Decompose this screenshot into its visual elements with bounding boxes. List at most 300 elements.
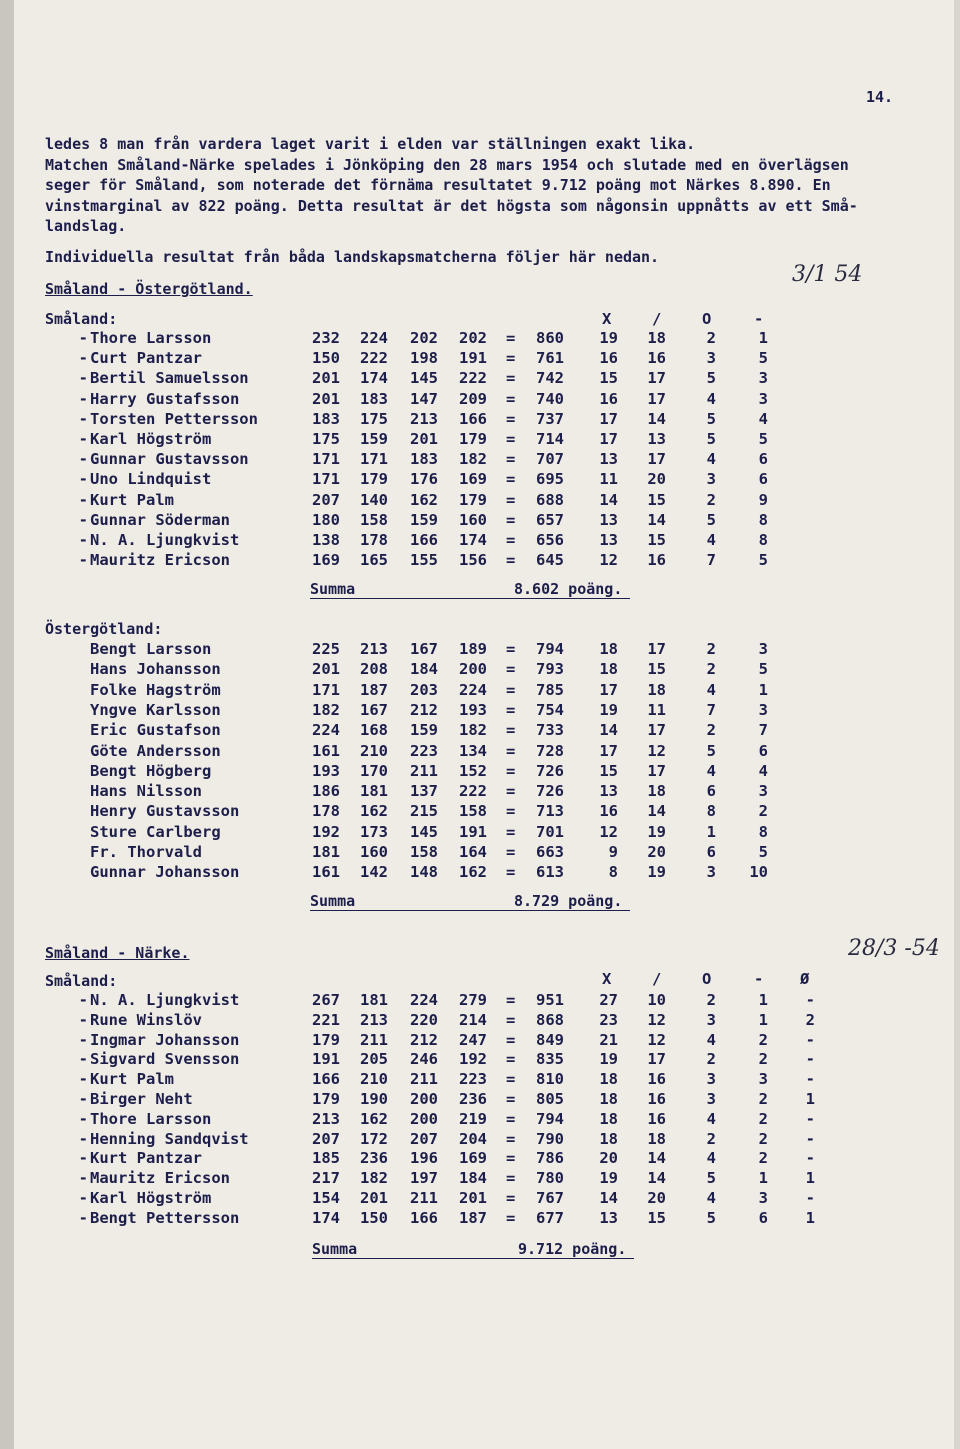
row-dash: - bbox=[78, 1169, 88, 1188]
match1-title: Småland - Östergötland. bbox=[45, 280, 253, 298]
spares-count: 20 bbox=[647, 843, 666, 861]
table-row bbox=[0, 802, 960, 822]
series-score: 170 bbox=[360, 761, 388, 780]
o-count: 6 bbox=[706, 782, 716, 801]
phi-count: - bbox=[805, 1030, 815, 1049]
series-score: 279 bbox=[459, 991, 487, 1009]
minus-count: 6 bbox=[758, 450, 768, 469]
match1-team1-label: Småland: bbox=[45, 310, 118, 328]
row-dash: - bbox=[78, 369, 88, 388]
equals-sign: = bbox=[506, 822, 516, 841]
row-dash: - bbox=[78, 450, 88, 469]
o-count: 4 bbox=[706, 1109, 716, 1128]
spares-count: 18 bbox=[647, 1129, 666, 1148]
minus-count: 3 bbox=[758, 1070, 768, 1089]
spares-count: 16 bbox=[647, 1109, 666, 1128]
table-row bbox=[0, 782, 960, 802]
table-row bbox=[0, 721, 960, 741]
series-score: 140 bbox=[360, 490, 388, 509]
series-score: 134 bbox=[459, 741, 487, 760]
o-count: 2 bbox=[706, 660, 716, 679]
series-score: 178 bbox=[360, 531, 388, 549]
spares-count: 18 bbox=[647, 329, 666, 347]
series-score: 187 bbox=[360, 680, 388, 699]
intro-line: landslag. bbox=[45, 217, 127, 235]
series-score: 213 bbox=[312, 1109, 340, 1128]
strikes-count: 13 bbox=[599, 450, 618, 469]
total-score: 790 bbox=[536, 1129, 564, 1148]
series-score: 225 bbox=[312, 640, 340, 658]
strikes-count: 27 bbox=[599, 991, 618, 1009]
minus-count: 9 bbox=[758, 490, 768, 509]
spares-count: 14 bbox=[647, 1169, 666, 1188]
row-dash: - bbox=[78, 470, 88, 489]
table-row bbox=[0, 1050, 960, 1070]
minus-count: 4 bbox=[758, 761, 768, 780]
series-score: 181 bbox=[312, 843, 340, 861]
minus-count: 1 bbox=[758, 1169, 768, 1188]
strikes-count: 18 bbox=[599, 640, 618, 658]
player-name: Gunnar Johansson bbox=[90, 863, 240, 882]
series-score: 210 bbox=[360, 741, 388, 760]
table-row bbox=[0, 470, 960, 490]
minus-count: 3 bbox=[758, 782, 768, 801]
spares-count: 19 bbox=[647, 822, 666, 841]
total-score: 794 bbox=[536, 1109, 564, 1128]
minus-count: 2 bbox=[758, 802, 768, 821]
table-row bbox=[0, 1090, 960, 1110]
spares-count: 17 bbox=[647, 450, 666, 469]
minus-count: 8 bbox=[758, 510, 768, 529]
equals-sign: = bbox=[506, 843, 516, 861]
series-score: 207 bbox=[312, 1129, 340, 1148]
series-score: 160 bbox=[360, 843, 388, 861]
table-row bbox=[0, 410, 960, 430]
series-score: 154 bbox=[312, 1189, 340, 1207]
equals-sign: = bbox=[506, 680, 516, 699]
sum-underline bbox=[310, 910, 630, 911]
minus-count: 1 bbox=[758, 329, 768, 347]
o-count: 4 bbox=[706, 1030, 716, 1049]
col-header-strikes: X bbox=[602, 310, 612, 328]
series-score: 222 bbox=[360, 349, 388, 368]
o-count: 3 bbox=[706, 1070, 716, 1089]
row-dash: - bbox=[78, 1109, 88, 1128]
total-score: 663 bbox=[536, 843, 564, 861]
equals-sign: = bbox=[506, 640, 516, 658]
intro-line: vinstmarginal av 822 poäng. Detta resultat är det högsta som någonsin uppnåtts av ett Små- bbox=[45, 196, 858, 215]
row-dash: - bbox=[78, 531, 88, 549]
total-score: 695 bbox=[536, 470, 564, 489]
series-score: 201 bbox=[360, 1189, 388, 1207]
phi-count: 1 bbox=[805, 1169, 815, 1188]
spares-count: 13 bbox=[647, 430, 666, 448]
strikes-count: 15 bbox=[599, 369, 618, 388]
table-row bbox=[0, 1189, 960, 1209]
o-count: 2 bbox=[706, 490, 716, 509]
player-name: Thore Larsson bbox=[90, 329, 212, 347]
series-score: 189 bbox=[459, 640, 487, 658]
series-score: 145 bbox=[410, 369, 438, 388]
table-row bbox=[0, 1169, 960, 1189]
total-score: 835 bbox=[536, 1050, 564, 1069]
series-score: 215 bbox=[410, 802, 438, 821]
total-score: 761 bbox=[536, 349, 564, 368]
o-count: 5 bbox=[706, 510, 716, 529]
minus-count: 6 bbox=[758, 741, 768, 760]
intro-line: seger för Småland, som noterade det förnäma resultatet 9.712 poäng mot Närkes 8.890. En bbox=[45, 176, 831, 194]
o-count: 7 bbox=[706, 551, 716, 570]
total-score: 737 bbox=[536, 409, 564, 428]
minus-count: 5 bbox=[758, 660, 768, 679]
spares-count: 14 bbox=[647, 510, 666, 529]
o-count: 3 bbox=[706, 349, 716, 368]
spares-count: 15 bbox=[647, 660, 666, 679]
o-count: 2 bbox=[706, 329, 716, 347]
series-score: 224 bbox=[312, 721, 340, 740]
match1-date-note: 3/1 54 bbox=[792, 262, 863, 287]
spares-count: 16 bbox=[647, 349, 666, 368]
phi-count: - bbox=[805, 1189, 815, 1207]
player-name: Curt Pantzar bbox=[90, 349, 202, 368]
player-name: Thore Larsson bbox=[90, 1109, 212, 1128]
equals-sign: = bbox=[506, 1208, 516, 1227]
strikes-count: 15 bbox=[599, 761, 618, 780]
player-name: Fr. Thorvald bbox=[90, 843, 202, 861]
o-count: 2 bbox=[706, 1050, 716, 1069]
col-header-minus: - bbox=[754, 970, 764, 988]
equals-sign: = bbox=[506, 802, 516, 821]
series-score: 205 bbox=[360, 1050, 388, 1069]
total-score: 767 bbox=[536, 1189, 564, 1207]
series-score: 161 bbox=[312, 863, 340, 882]
total-score: 793 bbox=[536, 660, 564, 679]
spares-count: 15 bbox=[647, 490, 666, 509]
total-score: 733 bbox=[536, 721, 564, 740]
player-name: Mauritz Ericson bbox=[90, 1169, 230, 1188]
player-name: N. A. Ljungkvist bbox=[90, 531, 240, 549]
strikes-count: 19 bbox=[599, 1050, 618, 1069]
spares-count: 12 bbox=[647, 741, 666, 760]
equals-sign: = bbox=[506, 700, 516, 719]
series-score: 210 bbox=[360, 1070, 388, 1089]
table-row bbox=[0, 1011, 960, 1031]
o-count: 1 bbox=[706, 822, 716, 841]
row-dash: - bbox=[78, 1189, 88, 1207]
player-name: Ingmar Johansson bbox=[90, 1030, 240, 1049]
minus-count: 3 bbox=[758, 700, 768, 719]
equals-sign: = bbox=[506, 1010, 516, 1029]
spares-count: 12 bbox=[647, 1030, 666, 1049]
series-score: 200 bbox=[410, 1090, 438, 1108]
col-header-phi: Ø bbox=[800, 970, 810, 988]
spares-count: 11 bbox=[647, 700, 666, 719]
equals-sign: = bbox=[506, 349, 516, 368]
strikes-count: 21 bbox=[599, 1030, 618, 1049]
series-score: 219 bbox=[459, 1109, 487, 1128]
series-score: 209 bbox=[459, 389, 487, 408]
total-score: 868 bbox=[536, 1010, 564, 1029]
o-count: 2 bbox=[706, 1129, 716, 1148]
row-dash: - bbox=[78, 991, 88, 1009]
series-score: 224 bbox=[360, 329, 388, 347]
strikes-count: 13 bbox=[599, 510, 618, 529]
phi-count: - bbox=[805, 1149, 815, 1168]
series-score: 213 bbox=[360, 640, 388, 658]
series-score: 162 bbox=[459, 863, 487, 882]
series-score: 223 bbox=[410, 741, 438, 760]
minus-count: 8 bbox=[758, 531, 768, 549]
series-score: 171 bbox=[312, 450, 340, 469]
series-score: 175 bbox=[312, 430, 340, 448]
series-score: 191 bbox=[312, 1050, 340, 1069]
series-score: 182 bbox=[312, 700, 340, 719]
strikes-count: 12 bbox=[599, 551, 618, 570]
equals-sign: = bbox=[506, 1189, 516, 1207]
player-name: Mauritz Ericson bbox=[90, 551, 230, 570]
match1-team2-label: Östergötland: bbox=[45, 620, 163, 638]
individual-results-heading: Individuella resultat från båda landskapsmatcherna följer här nedan. bbox=[45, 248, 660, 266]
strikes-count: 16 bbox=[599, 389, 618, 408]
series-score: 191 bbox=[459, 822, 487, 841]
series-score: 192 bbox=[459, 1050, 487, 1069]
series-score: 181 bbox=[360, 991, 388, 1009]
match1-team2-sum-value: 8.729 poäng. bbox=[514, 892, 623, 910]
series-score: 201 bbox=[312, 369, 340, 388]
o-count: 5 bbox=[706, 741, 716, 760]
row-dash: - bbox=[78, 551, 88, 570]
table-row bbox=[0, 863, 960, 883]
series-score: 166 bbox=[410, 1208, 438, 1227]
strikes-count: 13 bbox=[599, 782, 618, 801]
minus-count: 10 bbox=[749, 863, 768, 882]
total-score: 656 bbox=[536, 531, 564, 549]
player-name: Hans Johansson bbox=[90, 660, 221, 679]
series-score: 222 bbox=[459, 369, 487, 388]
player-name: Bengt Larsson bbox=[90, 640, 212, 658]
col-header-spares: / bbox=[652, 310, 662, 328]
equals-sign: = bbox=[506, 721, 516, 740]
player-name: Gunnar Gustavsson bbox=[90, 450, 249, 469]
minus-count: 1 bbox=[758, 991, 768, 1009]
series-score: 174 bbox=[459, 531, 487, 549]
equals-sign: = bbox=[506, 1149, 516, 1168]
series-score: 184 bbox=[410, 660, 438, 679]
strikes-count: 18 bbox=[599, 1070, 618, 1089]
total-score: 657 bbox=[536, 510, 564, 529]
total-score: 707 bbox=[536, 450, 564, 469]
spares-count: 15 bbox=[647, 531, 666, 549]
spares-count: 14 bbox=[647, 1149, 666, 1168]
series-score: 166 bbox=[312, 1070, 340, 1089]
table-row bbox=[0, 762, 960, 782]
series-score: 179 bbox=[459, 490, 487, 509]
strikes-count: 13 bbox=[599, 531, 618, 549]
spares-count: 17 bbox=[647, 369, 666, 388]
player-name: Harry Gustafsson bbox=[90, 389, 240, 408]
spares-count: 18 bbox=[647, 782, 666, 801]
series-score: 196 bbox=[410, 1149, 438, 1168]
series-score: 162 bbox=[360, 1109, 388, 1128]
table-row bbox=[0, 701, 960, 721]
phi-count: - bbox=[805, 1109, 815, 1128]
col-header-spares: / bbox=[652, 970, 662, 988]
spares-count: 12 bbox=[647, 1010, 666, 1029]
equals-sign: = bbox=[506, 761, 516, 780]
series-score: 166 bbox=[459, 409, 487, 428]
strikes-count: 19 bbox=[599, 700, 618, 719]
table-row bbox=[0, 843, 960, 863]
series-score: 152 bbox=[459, 761, 487, 780]
series-score: 187 bbox=[459, 1208, 487, 1227]
minus-count: 2 bbox=[758, 1149, 768, 1168]
minus-count: 2 bbox=[758, 1090, 768, 1108]
series-score: 191 bbox=[459, 349, 487, 368]
player-name: Göte Andersson bbox=[90, 741, 221, 760]
series-score: 166 bbox=[410, 531, 438, 549]
series-score: 211 bbox=[410, 761, 438, 780]
spares-count: 16 bbox=[647, 1070, 666, 1089]
total-score: 645 bbox=[536, 551, 564, 570]
series-score: 202 bbox=[410, 329, 438, 347]
series-score: 162 bbox=[410, 490, 438, 509]
o-count: 4 bbox=[706, 1149, 716, 1168]
series-score: 217 bbox=[312, 1169, 340, 1188]
table-row bbox=[0, 660, 960, 680]
table-row bbox=[0, 1209, 960, 1229]
series-score: 186 bbox=[312, 782, 340, 801]
series-score: 221 bbox=[312, 1010, 340, 1029]
series-score: 207 bbox=[410, 1129, 438, 1148]
phi-count: - bbox=[805, 991, 815, 1009]
minus-count: 2 bbox=[758, 1030, 768, 1049]
total-score: 860 bbox=[536, 329, 564, 347]
total-score: 728 bbox=[536, 741, 564, 760]
equals-sign: = bbox=[506, 741, 516, 760]
table-row bbox=[0, 1070, 960, 1090]
table-row bbox=[0, 1149, 960, 1169]
series-score: 211 bbox=[410, 1189, 438, 1207]
col-header-o: O bbox=[702, 310, 712, 328]
player-name: Henning Sandqvist bbox=[90, 1129, 249, 1148]
series-score: 185 bbox=[312, 1149, 340, 1168]
series-score: 190 bbox=[360, 1090, 388, 1108]
phi-count: - bbox=[805, 1070, 815, 1089]
equals-sign: = bbox=[506, 551, 516, 570]
series-score: 212 bbox=[410, 1030, 438, 1049]
spares-count: 15 bbox=[647, 1208, 666, 1227]
table-row bbox=[0, 390, 960, 410]
match1-team1-sum-value: 8.602 poäng. bbox=[514, 580, 623, 598]
minus-count: 7 bbox=[758, 721, 768, 740]
o-count: 5 bbox=[706, 369, 716, 388]
strikes-count: 19 bbox=[599, 329, 618, 347]
series-score: 162 bbox=[360, 802, 388, 821]
total-score: 951 bbox=[536, 991, 564, 1009]
series-score: 183 bbox=[312, 409, 340, 428]
match2-team1-sum-label: Summa bbox=[312, 1240, 358, 1258]
col-header-o: O bbox=[702, 970, 712, 988]
player-name: Henry Gustavsson bbox=[90, 802, 240, 821]
strikes-count: 17 bbox=[599, 680, 618, 699]
total-score: 726 bbox=[536, 782, 564, 801]
minus-count: 6 bbox=[758, 470, 768, 489]
minus-count: 1 bbox=[758, 1010, 768, 1029]
row-dash: - bbox=[78, 1030, 88, 1049]
table-row bbox=[0, 991, 960, 1011]
row-dash: - bbox=[78, 409, 88, 428]
strikes-count: 18 bbox=[599, 1090, 618, 1108]
equals-sign: = bbox=[506, 782, 516, 801]
row-dash: - bbox=[78, 430, 88, 448]
total-score: 613 bbox=[536, 863, 564, 882]
equals-sign: = bbox=[506, 1169, 516, 1188]
o-count: 3 bbox=[706, 1010, 716, 1029]
series-score: 200 bbox=[459, 660, 487, 679]
minus-count: 3 bbox=[758, 369, 768, 388]
series-score: 174 bbox=[360, 369, 388, 388]
phi-count: 1 bbox=[805, 1208, 815, 1227]
equals-sign: = bbox=[506, 1070, 516, 1089]
equals-sign: = bbox=[506, 1050, 516, 1069]
player-name: Rune Winslöv bbox=[90, 1010, 202, 1029]
table-row bbox=[0, 742, 960, 762]
equals-sign: = bbox=[506, 510, 516, 529]
minus-count: 3 bbox=[758, 389, 768, 408]
series-score: 182 bbox=[459, 721, 487, 740]
phi-count: 2 bbox=[805, 1010, 815, 1029]
player-name: Sigvard Svensson bbox=[90, 1050, 240, 1069]
row-dash: - bbox=[78, 1050, 88, 1069]
minus-count: 6 bbox=[758, 1208, 768, 1227]
series-score: 212 bbox=[410, 700, 438, 719]
spares-count: 17 bbox=[647, 640, 666, 658]
table-row bbox=[0, 1130, 960, 1150]
series-score: 183 bbox=[410, 450, 438, 469]
o-count: 3 bbox=[706, 470, 716, 489]
player-name: Kurt Palm bbox=[90, 490, 174, 509]
strikes-count: 12 bbox=[599, 822, 618, 841]
minus-count: 5 bbox=[758, 430, 768, 448]
series-score: 211 bbox=[410, 1070, 438, 1089]
series-score: 179 bbox=[312, 1030, 340, 1049]
series-score: 192 bbox=[312, 822, 340, 841]
player-name: Birger Neht bbox=[90, 1090, 193, 1108]
intro-paragraph bbox=[45, 134, 925, 237]
series-score: 214 bbox=[459, 1010, 487, 1029]
series-score: 201 bbox=[459, 1189, 487, 1207]
table-row bbox=[0, 1031, 960, 1051]
player-name: Karl Högström bbox=[90, 430, 212, 448]
series-score: 161 bbox=[312, 741, 340, 760]
series-score: 224 bbox=[410, 991, 438, 1009]
table-row bbox=[0, 1110, 960, 1130]
series-score: 150 bbox=[312, 349, 340, 368]
strikes-count: 16 bbox=[599, 349, 618, 368]
series-score: 175 bbox=[360, 409, 388, 428]
series-score: 147 bbox=[410, 389, 438, 408]
equals-sign: = bbox=[506, 490, 516, 509]
strikes-count: 14 bbox=[599, 1189, 618, 1207]
row-dash: - bbox=[78, 1129, 88, 1148]
equals-sign: = bbox=[506, 660, 516, 679]
minus-count: 3 bbox=[758, 640, 768, 658]
equals-sign: = bbox=[506, 1030, 516, 1049]
o-count: 3 bbox=[706, 1090, 716, 1108]
series-score: 213 bbox=[360, 1010, 388, 1029]
strikes-count: 16 bbox=[599, 802, 618, 821]
strikes-count: 9 bbox=[608, 843, 618, 861]
